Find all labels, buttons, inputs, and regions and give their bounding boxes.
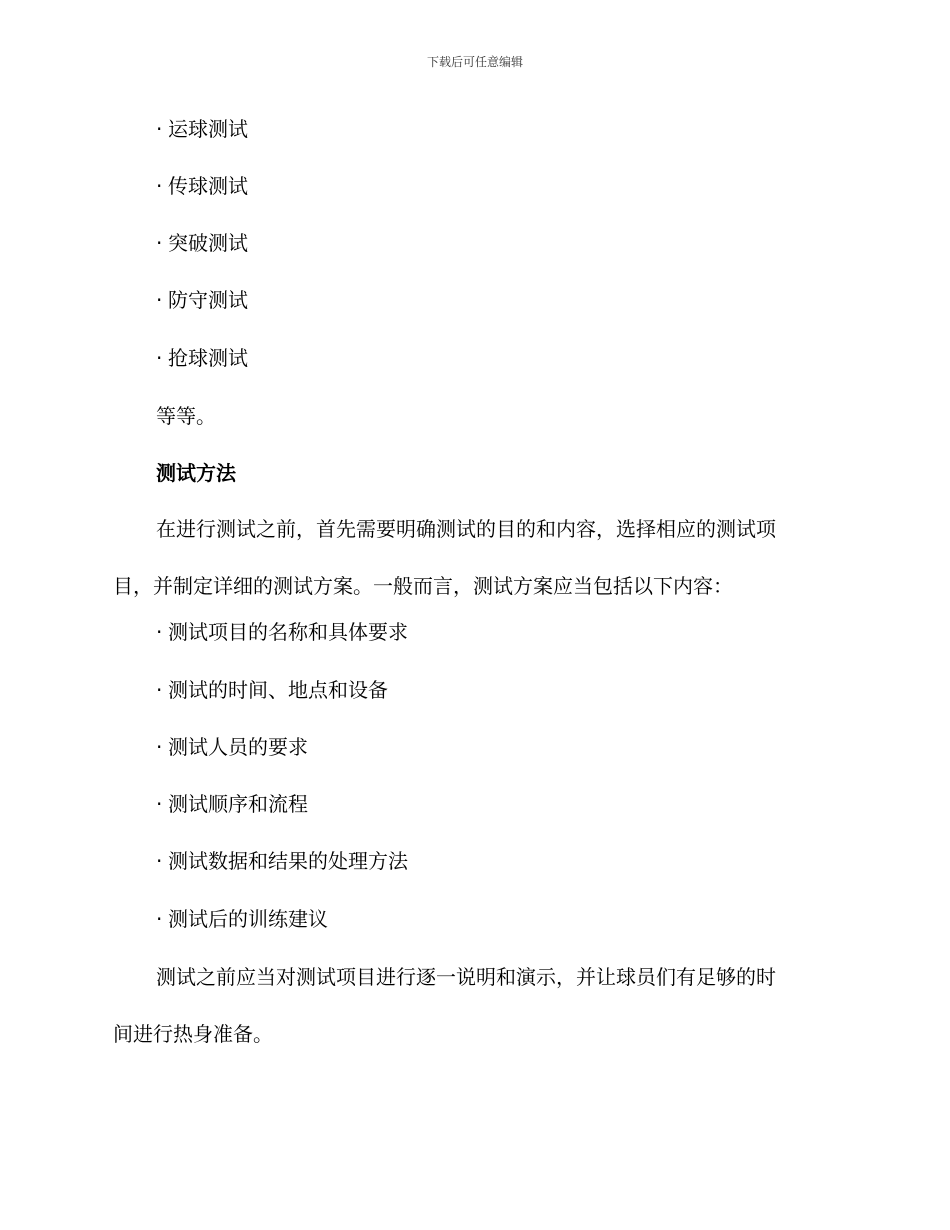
bullet: · xyxy=(156,288,163,312)
list-item xyxy=(156,173,248,199)
bullet: · xyxy=(156,678,163,702)
bullet: · xyxy=(156,231,163,255)
list-item xyxy=(156,791,308,817)
bullet: · xyxy=(156,907,163,931)
list-item xyxy=(156,345,248,371)
list-item-text: 运球测试 xyxy=(168,117,248,141)
list-item-text: 测试数据和结果的处理方法 xyxy=(168,849,408,873)
bullet: · xyxy=(156,346,163,370)
page-header: 下载后可任意编辑 xyxy=(426,55,523,69)
paragraph xyxy=(113,501,833,615)
list-item xyxy=(156,734,308,760)
list-item-text: 抢球测试 xyxy=(168,346,248,370)
list-item xyxy=(156,287,248,313)
bullet: · xyxy=(156,735,163,759)
section-title: 测试方法 xyxy=(156,461,236,485)
bullet: · xyxy=(156,849,163,873)
bullet: · xyxy=(156,620,163,644)
paragraph-line: 在进行测试之前，首先需要明确测试的目的和内容，选择相应的测试项 xyxy=(156,517,776,541)
paragraph xyxy=(113,949,833,1063)
paragraph-line: 目，并制定详细的测试方案。一般而言，测试方案应当包括以下内容： xyxy=(113,574,733,598)
list-item xyxy=(156,906,328,932)
list-item xyxy=(156,848,408,874)
list-item-text: 防守测试 xyxy=(168,288,248,312)
bullet: · xyxy=(156,174,163,198)
bullet: · xyxy=(156,792,163,816)
list-item-text: 测试项目的名称和具体要求 xyxy=(168,620,408,644)
list-item xyxy=(156,116,248,142)
list-item xyxy=(156,230,248,256)
list-item-text: 测试人员的要求 xyxy=(168,735,308,759)
paragraph-line: 间进行热身准备。 xyxy=(113,1022,273,1046)
paragraph-line: 测试之前应当对测试项目进行逐一说明和演示，并让球员们有足够的时 xyxy=(156,965,776,989)
list-item xyxy=(156,677,388,703)
list-item-text: 测试的时间、地点和设备 xyxy=(168,678,388,702)
list-item-text: 突破测试 xyxy=(168,231,248,255)
list-item-text: 测试后的训练建议 xyxy=(168,907,328,931)
bullet: · xyxy=(156,117,163,141)
list-item xyxy=(156,619,408,645)
list-item-text: 测试顺序和流程 xyxy=(168,792,308,816)
list-item-text: 传球测试 xyxy=(168,174,248,198)
closing-text: 等等。 xyxy=(156,404,216,428)
